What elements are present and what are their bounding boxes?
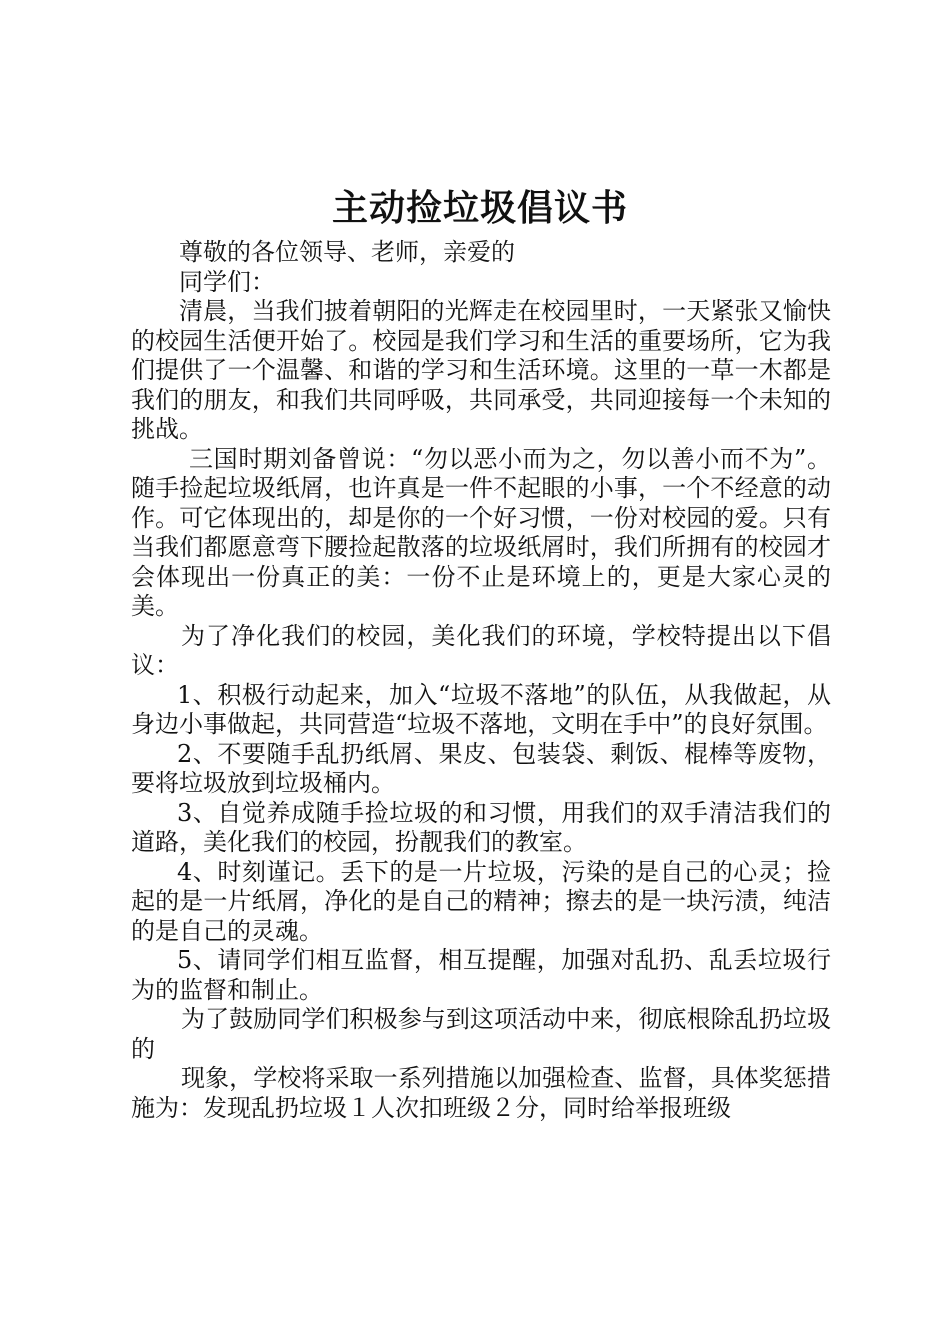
paragraph-encourage: 为了鼓励同学们积极参与到这项活动中来，彻底根除乱扔垃圾的 [131, 1005, 831, 1063]
proposal-item-2: 2、不要随手乱扔纸屑、果皮、包装袋、剩饭、棍棒等废物，要将垃圾放到垃圾桶内。 [131, 739, 831, 797]
paragraph-proposal-intro: 为了净化我们的校园，美化我们的环境，学校特提出以下倡议： [131, 621, 831, 679]
proposal-item-1: 1、积极行动起来，加入“垃圾不落地”的队伍，从我做起，从身边小事做起，共同营造“垃圾不落地，文明在手中”的良好氛围。 [131, 680, 831, 738]
proposal-item-4: 4、时刻谨记。丢下的是一片垃圾，污染的是自己的心灵；捡起的是一片纸屑，净化的是自己的精神；擦去的是一块污渍，纯洁的是自己的灵魂。 [131, 857, 831, 945]
proposal-item-5: 5、请同学们相互监督，相互提醒，加强对乱扔、乱丢垃圾行为的监督和制止。 [131, 946, 831, 1004]
salutation-line-1: 尊敬的各位领导、老师，亲爱的 [179, 238, 515, 266]
paragraph-measures: 现象，学校将采取一系列措施以加强检查、监督，具体奖惩措施为：发现乱扔垃圾１人次扣班级２分，同时给举报班级 [131, 1064, 831, 1122]
proposal-item-3: 3、自觉养成随手捡垃圾的和习惯，用我们的双手清洁我们的道路，美化我们的校园，扮靓我们的教室。 [131, 798, 831, 856]
paragraph-morning: 清晨，当我们披着朝阳的光辉走在校园里时，一天紧张又愉快的校园生活便开始了。校园是我们学习和生活的重要场所，它为我们提供了一个温馨、和谐的学习和生活环境。这里的一草一木都是我们的朋友，和我们共同呼吸，共同承受，共同迎接每一个未知的挑战。 [131, 297, 831, 443]
salutation-line-2: 同学们： [179, 267, 275, 296]
document-title: 主动捡垃圾倡议书 [331, 187, 628, 229]
paragraph-liu-bei: 三国时期刘备曾说：“勿以恶小而为之，勿以善小而不为”。随手捡起垃圾纸屑，也许真是一件不起眼的小事，一个不经意的动作。可它体现出的，却是你的一个好习惯，一份对校园的爱。只有当我们都愿意弯下腰捡起散落的垃圾纸屑时，我们所拥有的校园才会体现出一份真正的美：一份不止是环境上的，更是大家心灵的美。 [131, 444, 831, 620]
document-body [131, 238, 831, 1123]
